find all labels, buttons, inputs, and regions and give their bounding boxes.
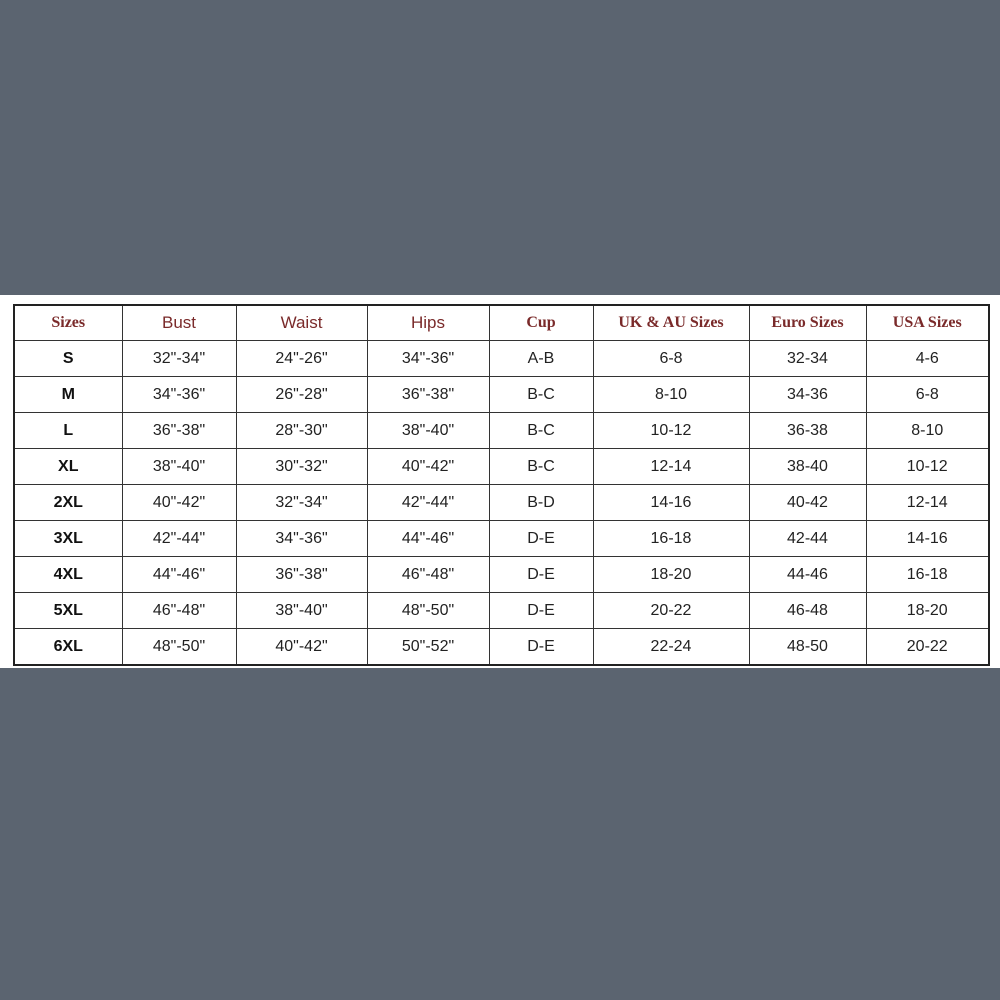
cell-size: 3XL [14, 521, 122, 557]
cell-bust: 48"-50" [122, 629, 236, 666]
cell-cup: D-E [489, 593, 593, 629]
cell-uk-au-size: 18-20 [593, 557, 749, 593]
cell-bust: 36"-38" [122, 413, 236, 449]
cell-hips: 40"-42" [367, 449, 489, 485]
cell-cup: B-C [489, 377, 593, 413]
cell-euro-size: 36-38 [749, 413, 866, 449]
table-row [14, 557, 989, 593]
cell-hips: 34"-36" [367, 341, 489, 377]
table-row [14, 629, 989, 666]
cell-usa-size: 18-20 [866, 593, 989, 629]
cell-waist: 26"-28" [236, 377, 367, 413]
cell-bust: 40"-42" [122, 485, 236, 521]
cell-uk-au-size: 12-14 [593, 449, 749, 485]
cell-usa-size: 6-8 [866, 377, 989, 413]
cell-waist: 30"-32" [236, 449, 367, 485]
cell-uk-au-size: 20-22 [593, 593, 749, 629]
cell-waist: 24"-26" [236, 341, 367, 377]
cell-euro-size: 40-42 [749, 485, 866, 521]
header-cup: Cup [489, 305, 593, 341]
cell-bust: 34"-36" [122, 377, 236, 413]
cell-waist: 36"-38" [236, 557, 367, 593]
cell-size: M [14, 377, 122, 413]
cell-waist: 38"-40" [236, 593, 367, 629]
table-row [14, 485, 989, 521]
table-row [14, 593, 989, 629]
cell-hips: 36"-38" [367, 377, 489, 413]
header-uk-au-sizes: UK & AU Sizes [593, 305, 749, 341]
header-usa-sizes: USA Sizes [866, 305, 989, 341]
cell-euro-size: 46-48 [749, 593, 866, 629]
cell-bust: 44"-46" [122, 557, 236, 593]
cell-uk-au-size: 10-12 [593, 413, 749, 449]
table-row [14, 521, 989, 557]
cell-size: S [14, 341, 122, 377]
cell-hips: 44"-46" [367, 521, 489, 557]
cell-uk-au-size: 6-8 [593, 341, 749, 377]
cell-hips: 48"-50" [367, 593, 489, 629]
cell-euro-size: 48-50 [749, 629, 866, 666]
cell-euro-size: 44-46 [749, 557, 866, 593]
cell-size: L [14, 413, 122, 449]
cell-usa-size: 8-10 [866, 413, 989, 449]
cell-hips: 38"-40" [367, 413, 489, 449]
cell-usa-size: 10-12 [866, 449, 989, 485]
cell-cup: B-C [489, 413, 593, 449]
cell-hips: 46"-48" [367, 557, 489, 593]
cell-cup: D-E [489, 629, 593, 666]
cell-bust: 38"-40" [122, 449, 236, 485]
cell-euro-size: 38-40 [749, 449, 866, 485]
cell-cup: B-D [489, 485, 593, 521]
header-hips: Hips [367, 305, 489, 341]
cell-usa-size: 14-16 [866, 521, 989, 557]
cell-bust: 42"-44" [122, 521, 236, 557]
size-chart-table [13, 304, 990, 666]
cell-hips: 42"-44" [367, 485, 489, 521]
cell-cup: B-C [489, 449, 593, 485]
cell-uk-au-size: 8-10 [593, 377, 749, 413]
cell-size: 4XL [14, 557, 122, 593]
cell-size: XL [14, 449, 122, 485]
cell-bust: 32"-34" [122, 341, 236, 377]
cell-usa-size: 12-14 [866, 485, 989, 521]
cell-waist: 28"-30" [236, 413, 367, 449]
cell-usa-size: 20-22 [866, 629, 989, 666]
cell-usa-size: 4-6 [866, 341, 989, 377]
table-row [14, 341, 989, 377]
cell-bust: 46"-48" [122, 593, 236, 629]
cell-cup: A-B [489, 341, 593, 377]
header-row [14, 305, 989, 341]
cell-cup: D-E [489, 557, 593, 593]
table-row [14, 449, 989, 485]
table-row [14, 413, 989, 449]
cell-hips: 50"-52" [367, 629, 489, 666]
cell-size: 5XL [14, 593, 122, 629]
cell-euro-size: 42-44 [749, 521, 866, 557]
table-body [14, 341, 989, 666]
cell-euro-size: 32-34 [749, 341, 866, 377]
cell-cup: D-E [489, 521, 593, 557]
header-waist: Waist [236, 305, 367, 341]
cell-waist: 34"-36" [236, 521, 367, 557]
header-sizes: Sizes [14, 305, 122, 341]
cell-euro-size: 34-36 [749, 377, 866, 413]
cell-uk-au-size: 16-18 [593, 521, 749, 557]
cell-usa-size: 16-18 [866, 557, 989, 593]
header-euro-sizes: Euro Sizes [749, 305, 866, 341]
cell-uk-au-size: 22-24 [593, 629, 749, 666]
cell-size: 6XL [14, 629, 122, 666]
header-bust: Bust [122, 305, 236, 341]
table-row [14, 377, 989, 413]
cell-waist: 32"-34" [236, 485, 367, 521]
cell-uk-au-size: 14-16 [593, 485, 749, 521]
cell-waist: 40"-42" [236, 629, 367, 666]
cell-size: 2XL [14, 485, 122, 521]
